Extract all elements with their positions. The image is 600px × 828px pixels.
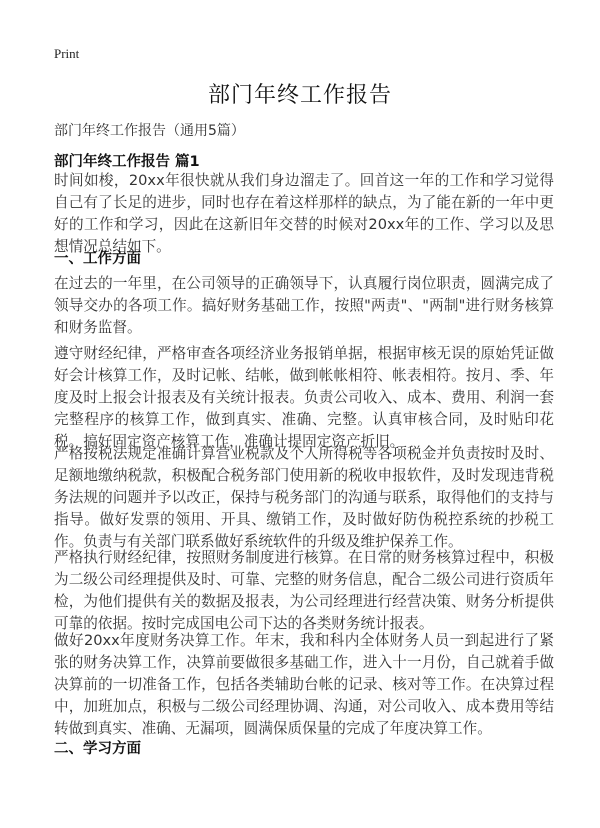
body-paragraph: 严格执行财经纪律，按照财务制度进行核算。在日常的财务核算过程中，积极为二级公司经理提供及时、可靠、完整的财务信息，配合二级公司进行资质年检，为他们提供有关的数据及报表，为公司经理进行经营决策、财务分析提供可靠的依据。按时完成国电公司下达的各类财务统计报表。 [54,549,554,632]
body-paragraph: 在过去的一年里，在公司领导的正确领导下，认真履行岗位职责，圆满完成了领导交办的各项工作。搞好财务基础工作，按照"两责"、"两制"进行财务核算和财务监督。 [54,275,554,336]
body-paragraph: 做好20xx年度财务决算工作。年末，我和科内全体财务人员一到起进行了紧张的财务决算工作，决算前要做很多基础工作，进入十一月份，自己就着手做决算前的一切准备工作，包括各类辅助台帐的记录、核对等工作。在决算过程中，加班加点，积极与二级公司经理协调、沟通，对公司收入、成本费用等结转做到真实、准确、无漏项，圆满保质保量的完成了年度决算工作。 [54,632,554,737]
page-title: 部门年终工作报告 [207,83,392,108]
body-paragraph: 遵守财经纪律，严格审查各项经济业务报销单据，根据审核无误的原始凭证做好会计核算工作，及时记帐、结帐，做到帐帐相符、帐表相符。按月、季、年度及时上报会计报表及有关统计报表。负责公司收入、成本、费用、利润一套完整程序的核算工作，做到真实、准确、完整。认真审核合同，及时贴印花税。搞好固定资产核算工作，准确计提固定资产折旧。 [54,345,554,450]
section-heading-work: 一、工作方面 [54,251,141,267]
intro-paragraph: 时间如梭，20xx年很快就从我们身边溜走了。回首这一年的工作和学习觉得自己有了长足的进步，同时也存在着这样那样的缺点，为了能在新的一年中更好的工作和学习，因此在这新旧年交替的时候对20xx年的工作、学习以及思想情况总结如下。 [54,172,554,255]
article-heading: 部门年终工作报告 篇1 [54,154,200,170]
section-heading-study: 二、学习方面 [54,741,141,757]
document-subtitle: 部门年终工作报告（通用5篇） [54,123,245,139]
print-link[interactable]: Print [54,46,80,61]
body-paragraph: 严格按税法规定准确计算营业税款及个人所得税等各项税金并负责按时及时、足额地缴纳税款，积极配合税务部门使用新的税收申报软件，及时发现违背税务法规的问题并予以改正，保持与税务部门的沟通与联系，取得他们的支持与指导。做好发票的领用、开具、缴销工作，及时做好防伪税控系统的抄税工作。负责与有关部门联系做好系统软件的升级及维护保养工作。 [54,445,554,550]
